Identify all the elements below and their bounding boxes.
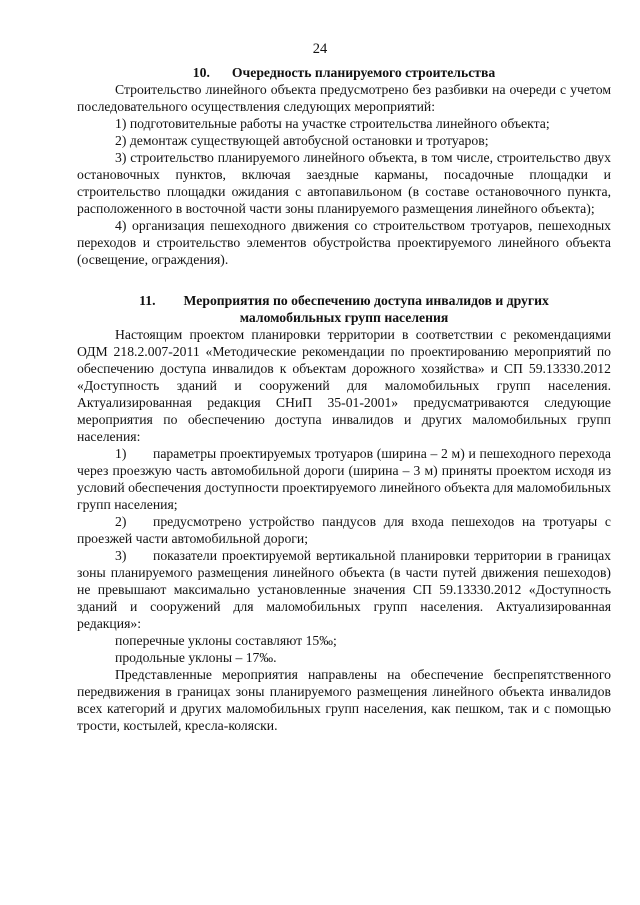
section-11-item-3 <box>77 547 611 632</box>
page-content <box>77 64 611 734</box>
section-11-item-2 <box>77 513 611 547</box>
section-11-intro: Настоящим проектом планировки территории в соответствии с рекомендациями ОДМ 218.2.007-2011 «Методические рекомендации по проектированию мероприятий по обеспечению доступа инвалидов к объектам дорожного хозяйства» и СП 59.13330.2012 «Доступность зданий и сооружений для маломобильных групп населения. Актуализированная редакция СНиП 35-01-2001» предусматриваются следующие мероприятия по обеспечению доступа инвалидов и других маломобильных групп населения: <box>77 327 611 444</box>
section-10-title: Очередность планируемого строительства <box>231 65 496 80</box>
cross-slope-line: поперечные уклоны составляют 15‰; <box>115 633 337 648</box>
section-10-item-1: 1) подготовительные работы на участке строительства линейного объекта; <box>115 116 550 131</box>
section-11-item-2-text: предусмотрено устройство пандусов для входа пешеходов на тротуары с проезжей части автомобильной дороги; <box>77 514 611 546</box>
section-10-item-3: 3) строительство планируемого линейного объекта, в том числе, строительство двух остановочных пунктов, включая заездные карманы, посадочные площадки и строительство площадки ожидания с автопавильоном (в составе остановочного пункта, расположенного в восточной части зоны планируемого размещения линейного объекта); <box>77 150 611 216</box>
section-11-title-line2: маломобильных групп населения <box>239 310 449 325</box>
section-10-item-2: 2) демонтаж существующей автобусной остановки и тротуаров; <box>115 133 489 148</box>
longitudinal-slope-line: продольные уклоны – 17‰. <box>115 650 277 665</box>
section-10-item-4: 4) организация пешеходного движения со строительством тротуаров, пешеходных переходов и строительство элементов обустройства проектируемого линейного объекта (освещение, ограждения). <box>77 218 611 267</box>
section-10-intro: Строительство линейного объекта предусмотрено без разбивки на очереди с учетом последовательного осуществления следующих мероприятий: <box>77 82 611 114</box>
section-11-item-3-number: 3) <box>115 548 127 563</box>
section-11-number: 11. <box>139 293 156 308</box>
section-11-conclusion: Представленные мероприятия направлены на обеспечение беспрепятственного передвижения в границах зоны планируемого размещения линейного объекта инвалидов всех категорий и других маломобильных групп населения, как пешком, так и с помощью трости, костылей, кресла-коляски. <box>77 667 611 733</box>
section-11-heading-line1 <box>77 292 611 309</box>
section-11-item-1 <box>77 445 611 513</box>
section-10-number: 10. <box>192 65 210 80</box>
section-11-item-1-text: параметры проектируемых тротуаров (ширина – 2 м) и пешеходного перехода через проезжую часть автомобильной дороги (ширина – 3 м) приняты проектом исходя из условий обеспечения доступности проектируемого линейного объекта для маломобильных групп населения; <box>77 446 611 512</box>
page-number: 24 <box>312 41 328 57</box>
section-10-heading <box>77 64 611 81</box>
section-11-item-2-number: 2) <box>115 514 127 529</box>
section-11-heading <box>77 292 611 326</box>
section-11-title-line1: Мероприятия по обеспечению доступа инвалидов и других <box>183 293 549 308</box>
section-11-item-3-text: показатели проектируемой вертикальной планировки территории в границах зоны планируемого размещения линейного объекта (в части путей движения пешеходов) не превышают максимально установленные значения СП 59.13330.2012 «Доступность зданий и сооружений для маломобильных групп населения. Актуализированная редакция»: <box>77 548 611 631</box>
section-11-item-1-number: 1) <box>115 446 127 461</box>
